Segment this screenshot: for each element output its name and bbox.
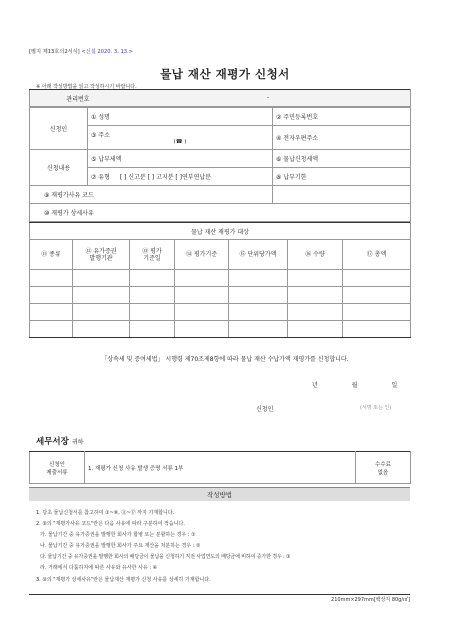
fee-label: 수수료 없음 <box>356 452 411 484</box>
form-number: [별지 제13호의2서식] <box>29 49 80 55</box>
instruction-line: 나. 물납기간 중 유가증권을 발행한 회사가 주요 재산을 처분하는 경우 : ② <box>40 543 201 550</box>
recipient-name: 세무서장 <box>36 437 69 447</box>
reason-detail-field[interactable] <box>30 204 411 222</box>
instruction-line: 1. 당초 물납신청서를 참고하여 ①~⑧, ⑪~⑰ 까지 기재합니다. <box>36 510 175 516</box>
instruction-line: 다. 물납기간 중 유가증권을 발행한 회사의 배당금이 물납을 신청하기 직전 사업연도의 배당금에 비하여 증가한 경우 : ③ <box>40 554 291 561</box>
management-label: 관리번호 <box>66 95 90 103</box>
name-field[interactable]: ① 성명 <box>88 108 273 126</box>
column-header: ⑫ 유가증권 발행기관 <box>73 240 130 270</box>
type-field[interactable] <box>88 168 273 186</box>
reason-code-text: ⑨ 재평가사유 코드 <box>44 192 94 199</box>
email-field[interactable]: ④ 전자우편주소 <box>273 126 411 150</box>
application-form <box>29 89 410 338</box>
assets-table <box>29 222 411 338</box>
address-label: ③ 주소 <box>91 132 110 139</box>
table-row[interactable] <box>30 304 411 321</box>
form-table <box>29 89 411 107</box>
signature-hint[interactable]: (서명 또는 인) <box>360 405 392 411</box>
tax-paid-field[interactable]: ⑤ 납부세액 <box>88 150 273 168</box>
declaration: 「상속세 및 증여세법」 시행령 제70조제8항에 따라 물납 재산 수납가액 재평가를 신청합니다. <box>101 356 349 363</box>
column-header: ⑰ 총액 <box>343 240 411 270</box>
month-label: 월 <box>351 382 358 389</box>
assets-header-row <box>30 240 411 270</box>
reason-detail-label: ⑩ 재평가 상세사유 <box>44 210 94 217</box>
instruction-line: 3. ⑩의 "재평가 상세사유"란은 물납재산 재평가 신청 사유를 상세히 기재합니다. <box>36 576 211 583</box>
column-header: ⑮ 단위당가액 <box>229 240 288 270</box>
type-options[interactable]: [ ] 신고분 [ ] 고지분 [ ]연부연납분 <box>119 174 211 181</box>
footer-divider <box>29 594 410 595</box>
phone-hint: (☎ ) <box>173 139 187 145</box>
date-line[interactable] <box>312 380 429 389</box>
request-section-label: 신청내용 <box>30 150 88 186</box>
column-header: ⑬ 평가 기준일 <box>130 240 175 270</box>
due-date-field[interactable]: ⑧ 납부기한 <box>273 168 411 186</box>
paper-size: 210mm×297mm[백상지 80g/㎡] <box>331 597 410 603</box>
revision-note: <신설 2020. 3. 13.> <box>81 49 134 55</box>
management-number[interactable]: - <box>266 93 270 101</box>
instruction-line: 가. 물납기간 중 유가증권을 발행한 회사가 합병 또는 분할하는 경우 : ① <box>40 532 196 539</box>
instruction-line: 2. ⑨의 "재평가사유 코드"란은 다음 사유에 따라 구분하여 적습니다. <box>36 521 185 528</box>
applicant-section-label: 신청인 <box>30 108 88 150</box>
recipient-suffix: 귀하 <box>71 439 84 446</box>
attachments-content: 1. 재평가 신청 사유 발생 증명 서류 1부 <box>85 452 356 484</box>
address-field[interactable] <box>88 126 273 150</box>
instructions-heading: 작성방법 <box>29 487 410 501</box>
reason-code-input[interactable] <box>273 186 411 204</box>
signature-label: 신청인 <box>256 406 274 413</box>
column-header: ⑭ 평가기준 <box>175 240 229 270</box>
inkind-amount-field[interactable]: ⑥ 물납신청세액 <box>273 150 411 168</box>
recipient <box>36 435 83 447</box>
form-header <box>29 48 133 55</box>
instruction-line: 라. 거래에서 다툼하지에 따른 사유와 유사한 사유 : ④ <box>40 565 158 572</box>
resident-number-field[interactable]: ② 주민등록번호 <box>273 108 411 126</box>
year-label: 년 <box>312 382 318 389</box>
type-label: ⑦ 유형 <box>91 174 110 181</box>
column-header: ⑯ 수량 <box>288 240 343 270</box>
applicant-table <box>29 107 411 222</box>
table-row[interactable] <box>30 270 411 287</box>
instruction-note: ※ 아래 작성방법을 읽고 작성하시기 바랍니다. <box>36 84 137 90</box>
page-title: 물납 재산 재평가 신청서 <box>160 67 290 81</box>
assets-title: 물납 재산 재평가 대상 <box>30 223 411 240</box>
column-header: ⑪ 종류 <box>30 240 73 270</box>
instructions-list <box>36 508 406 586</box>
reason-code-label <box>30 186 273 204</box>
attachments-table <box>29 451 411 484</box>
table-row[interactable] <box>30 287 411 304</box>
table-row[interactable] <box>30 321 411 338</box>
attachments-label: 신청인 제출서류 <box>30 452 85 484</box>
day-label: 일 <box>391 382 398 389</box>
